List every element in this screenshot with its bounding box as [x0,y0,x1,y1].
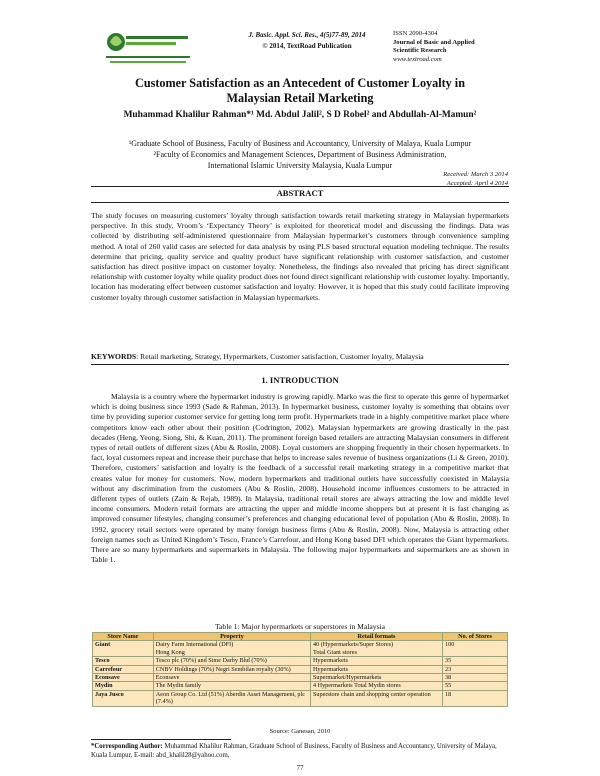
corresponding-author [91,742,509,760]
divider-keywords [91,364,509,365]
journal-citation [232,30,382,52]
corresponding-text: Muhammad Khalilur Rahman, Graduate School of Business, Faculty of Business and Accountancy, University of Malaya, Kuala Lumpur, E-mail: abd_khalil28@yahoo.com, [91,743,497,759]
cell-store: Econsave [93,674,154,682]
cell-property: Aeon Group Co. Ltd (51%) Aberdin Asset Management, plc (7.4%) [153,690,310,706]
table-row [93,674,508,682]
cell-formats: Hypermarkets [310,657,442,665]
copyright: © 2014, TextRoad Publication [262,42,352,50]
page-number: 77 [296,764,304,772]
paper-title [80,76,520,106]
table-row [93,641,508,657]
title-line-1: Customer Satisfaction as an Antecedent of Customer Loyalty in [135,76,465,90]
accepted-date: Accepted: April 4 2014 [446,179,508,187]
table-header-row [93,633,508,641]
introduction-text: Malaysia is a country where the hypermarket industry is growing rapidly. Marko was the first to operate this genre of hypermarket which is doing business since 1993 (Sade & Rahman, 2013). In hypermarket business, customer loyalty is something that obtains over time by providing superior customer service for getting long term profit. Hypermarkets trade in a highly competitive market place where competitors know each other about their position (Codrington, 2002). Malaysian hypermarkets are growing drastically in the past decades (Heng, Yeong, Siong, Shi, & Kuan, 2011). The prominent foreign based retailers are attracting Malaysian consumers in different types of retail outlets of different sizes (Abu & Roslin, 2008). Loyal customers are shopping frequently in their chosen hypermarkets. In fact, loyal customers repeat and increase their purchase that helps to increase sales revenue of business organizations (Li & Green, 2010). Therefore, customers’ satisfaction and loyalty is the feedback of a successful retail marketing strategy in a competitive market that creates value for money for customers. Now, modern hypermarkets and traditional outlets have successfully coexisted in Malaysia without any discrimination from the customers (Abu & Roslin, 2008). Household income influences customers to be attracted in different types of outlets (Zain & Rejab, 1989). In Malaysia, traditional retail stores are always attracting the low and middle level income consumers. Modern retail formats are attracting the upper and middle income shoppers but at present it is fast changing as improved consumer lifestyles, changing consumer’s preferences and changing educational level of population (Abu & Roslin, 2008). In 1992, grocery retail sectors were operated by many foreign business firms (Abu & Roslin, 2008). Now, Malaysia is attracting other foreign names such as United Kingdom’s Tesco, France’s Carrefour, and Hong Kong based DFI which operates the Giant hypermarkets. There are so many hypermarkets and supermarkets in Malaysia. The following major hypermarkets and supermarkets are as shown in Table 1. [91,392,509,565]
cell-count: 38 [443,674,508,682]
cell-property: CNBV Holdings (70%) Negri Sembilan royalty (30%) [153,665,310,673]
abstract-text: The study focuses on measuring customers’ loyalty through satisfaction towards retail marketing strategy in Malaysian hypermarkets perspective. In this study, Vroom’s ‘Expectancy Theory’ is exploited for theoretical model and discussing the findings. Data was collected by distributing self-administered questionnaire from Malaysian hypermarket’s customers through convenience sampling method. A total of 260 valid cases are selected for data analysis by using PLS based structural equation modeling technique. The results determine that pricing, quality service and quality product have significant relationship with customer satisfaction, and customer satisfaction has direct positive impact on customer loyalty. Nonetheless, the findings also revealed that pricing has direct significant relationship with customer loyalty while quality product does not found direct significant relationship with customer loyalty. Importantly, location has moderating effect between customer satisfaction and loyalty. However, it is hoped that this study could facilitate improving customer loyalty through customer satisfaction in Malaysian hypermarkets. [91,211,509,302]
col-header-formats: Retail formats [310,633,442,641]
cell-store: Giant [93,641,154,657]
table-row [93,665,508,673]
cell-property: Tesco plc (70%) and Sime Darby Bhd (70%) [153,657,310,665]
keywords-label: KEYWORDS [91,352,137,361]
section-heading: 1. INTRODUCTION [261,375,339,385]
keywords-text: : Retail marketing, Strategy, Hypermarkets, Customer satisfaction, Customer loyalty, Malaysia [136,352,424,361]
table-source: Source: Ganesan, 2010 [269,728,331,735]
keywords [91,352,509,362]
cell-store: Carrefour [93,665,154,673]
journal-info [393,30,503,64]
col-header-store: Store Name [93,633,154,641]
journal-ref: J. Basic. Appl. Sci. Res., 4(5)77-89, 2014 [248,31,366,39]
cell-property: The Mydin family [153,682,310,690]
cell-formats: 40 (Hypermarkets/Super Stores) Total Giant stores [310,641,442,657]
cell-store: Tesco [93,657,154,665]
authors: Muhammad Khalilur Rahman*¹ Md. Abdul Jalil², S D Robel² and Abdullah-Al-Mamun² [123,110,477,120]
cell-formats: 4 Hypermarkets Total Mydin stores [310,682,442,690]
textroad-logo [100,26,196,72]
affiliation-2: ²Faculty of Economics and Management Sciences, Department of Business Administration, [153,150,447,159]
cell-formats: Supermarket/Hypermarkets [310,674,442,682]
cell-count: 100 [443,641,508,657]
affiliations [80,138,520,171]
cell-property: Dairy Farm International (DFI) Hong Kong [153,641,310,657]
col-header-count: No. of Stores [443,633,508,641]
stores-table [92,632,508,707]
cell-store: Mydin [93,682,154,690]
divider-abstract [91,202,509,203]
journal-name-1: Journal of Basic and Applied [393,38,475,46]
corresponding-label: *Corresponding Author: [91,743,163,750]
cell-store: Jaya Jusco [93,690,154,706]
cell-count: 18 [443,690,508,706]
issn: ISSN 2090-4304 [393,30,438,37]
title-line-2: Malaysian Retail Marketing [226,91,374,105]
received-date: Received: March 3 2014 [443,171,508,178]
cell-count: 55 [443,682,508,690]
journal-url: www.textroad.com [393,55,442,63]
cell-count: 35 [443,657,508,665]
table-caption: Table 1: Major hypermarkets or superstores in Malaysia [214,622,386,631]
footnote-rule [91,739,231,740]
abstract-heading: ABSTRACT [276,188,324,198]
cell-property: Econsave [153,674,310,682]
affiliation-3: International Islamic University Malaysia, Kuala Lumpur [207,161,393,170]
cell-formats: Superstore chain and shopping center operation [310,690,442,706]
affiliation-1: ¹Graduate School of Business, Faculty of Business and Accountancy, University of Malaya, Kuala Lumpur [128,139,472,148]
cell-count: 23 [443,665,508,673]
journal-name-2: Scientific Research [393,47,447,54]
cell-formats: Hypermarkets [310,665,442,673]
table-row [93,682,508,690]
divider-top [91,186,509,187]
table-row [93,690,508,706]
col-header-property: Property [153,633,310,641]
table-row [93,657,508,665]
